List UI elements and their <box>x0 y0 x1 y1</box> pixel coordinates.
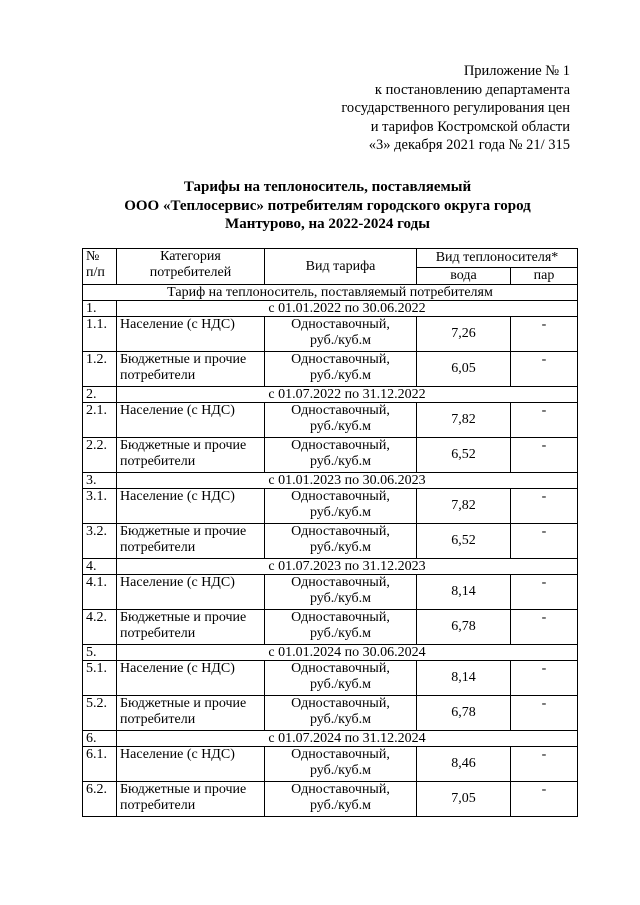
row-steam-value: - <box>511 317 578 352</box>
tariff-type-line1: Одноставочный, <box>291 438 390 453</box>
table-body <box>83 285 578 817</box>
row-water-value: 8,46 <box>417 747 511 782</box>
tariff-type-line1: Одноставочный, <box>291 747 390 762</box>
annex-line: государственного регулирования цен <box>341 100 570 116</box>
row-steam-value: - <box>511 403 578 438</box>
tariff-type-line1: Одноставочный, <box>291 403 390 418</box>
row-number: 4.1. <box>83 575 117 610</box>
row-tariff-type <box>265 403 417 438</box>
header-number-line1: № <box>86 249 100 264</box>
row-water-value: 7,05 <box>417 782 511 817</box>
row-water-value: 7,26 <box>417 317 511 352</box>
annex-line: к постановлению департамента <box>374 81 570 98</box>
row-steam-value: - <box>511 782 578 817</box>
period-number: 4. <box>83 559 117 575</box>
period-row <box>83 387 578 403</box>
tariff-type-line2: руб./куб.м <box>309 677 372 692</box>
row-steam-value: - <box>511 524 578 559</box>
row-category: Население (с НДС) <box>117 403 265 438</box>
row-number: 6.2. <box>83 782 117 817</box>
row-tariff-type <box>265 696 417 731</box>
row-tariff-type <box>265 661 417 696</box>
header-category <box>117 249 265 285</box>
annex-line: «3» декабря 2021 года № 21/ 315 <box>368 137 570 153</box>
row-water-value: 6,52 <box>417 438 511 473</box>
document-title <box>80 178 575 234</box>
table-caption: Тариф на теплоноситель, поставляемый потребителям <box>83 285 578 301</box>
row-tariff-type <box>265 438 417 473</box>
title-line: Тарифы на теплоноситель, поставляемый <box>183 179 472 195</box>
header-steam: пар <box>511 268 578 285</box>
row-tariff-type <box>265 524 417 559</box>
tariff-type-line2: руб./куб.м <box>309 505 372 520</box>
row-category: Бюджетные и прочие потребители <box>117 524 265 559</box>
row-category: Бюджетные и прочие потребители <box>117 610 265 645</box>
tariff-type-line1: Одноставочный, <box>291 610 390 625</box>
row-category: Бюджетные и прочие потребители <box>117 696 265 731</box>
tariff-type-line2: руб./куб.м <box>309 763 372 778</box>
period-number: 1. <box>83 301 117 317</box>
table-row <box>83 489 578 524</box>
row-steam-value: - <box>511 352 578 387</box>
period-number: 2. <box>83 387 117 403</box>
table-row <box>83 747 578 782</box>
row-number: 4.2. <box>83 610 117 645</box>
tariff-type-line1: Одноставочный, <box>291 317 390 332</box>
row-water-value: 8,14 <box>417 661 511 696</box>
row-category: Бюджетные и прочие потребители <box>117 438 265 473</box>
row-water-value: 7,82 <box>417 403 511 438</box>
header-carrier: Вид теплоносителя* <box>417 249 578 268</box>
period-row <box>83 559 578 575</box>
table-row <box>83 696 578 731</box>
tariff-type-line1: Одноставочный, <box>291 489 390 504</box>
row-tariff-type <box>265 317 417 352</box>
header-number <box>83 249 117 285</box>
period-number: 6. <box>83 731 117 747</box>
table-row <box>83 317 578 352</box>
tariff-type-line1: Одноставочный, <box>291 696 390 711</box>
tariff-type-line2: руб./куб.м <box>309 454 372 469</box>
tariff-table <box>82 248 578 817</box>
row-number: 5.2. <box>83 696 117 731</box>
row-tariff-type <box>265 575 417 610</box>
row-category: Население (с НДС) <box>117 747 265 782</box>
row-number: 1.1. <box>83 317 117 352</box>
tariff-type-line1: Одноставочный, <box>291 524 390 539</box>
title-line: Мантурово, на 2022-2024 годы <box>225 216 430 232</box>
header-tariff-type: Вид тарифа <box>265 249 417 285</box>
table-row <box>83 661 578 696</box>
row-category: Население (с НДС) <box>117 489 265 524</box>
table-row <box>83 610 578 645</box>
period-label: с 01.01.2024 по 30.06.2024 <box>117 645 578 661</box>
period-row <box>83 645 578 661</box>
row-water-value: 7,82 <box>417 489 511 524</box>
row-number: 6.1. <box>83 747 117 782</box>
tariff-type-line1: Одноставочный, <box>291 661 390 676</box>
row-steam-value: - <box>511 438 578 473</box>
header-water: вода <box>417 268 511 285</box>
period-row <box>83 301 578 317</box>
header-number-line2: п/п <box>86 265 105 280</box>
tariff-type-line1: Одноставочный, <box>291 352 390 367</box>
row-tariff-type <box>265 782 417 817</box>
tariff-type-line2: руб./куб.м <box>309 798 372 813</box>
tariff-type-line1: Одноставочный, <box>291 575 390 590</box>
row-tariff-type <box>265 610 417 645</box>
row-category: Бюджетные и прочие потребители <box>117 782 265 817</box>
row-category: Бюджетные и прочие потребители <box>117 352 265 387</box>
row-steam-value: - <box>511 747 578 782</box>
tariff-type-line2: руб./куб.м <box>309 333 372 348</box>
row-water-value: 6,78 <box>417 696 511 731</box>
row-category: Население (с НДС) <box>117 575 265 610</box>
row-steam-value: - <box>511 661 578 696</box>
annex-line: и тарифов Костромской области <box>370 118 570 135</box>
tariff-type-line2: руб./куб.м <box>309 712 372 727</box>
period-label: с 01.01.2022 по 30.06.2022 <box>117 301 578 317</box>
annex-line: Приложение № 1 <box>463 63 570 79</box>
period-label: с 01.07.2022 по 31.12.2022 <box>117 387 578 403</box>
row-steam-value: - <box>511 575 578 610</box>
table-row <box>83 352 578 387</box>
title-line: ООО «Теплосервис» потребителям городского округа город <box>124 197 531 214</box>
header-category-line1: Категория <box>160 249 221 264</box>
row-water-value: 6,52 <box>417 524 511 559</box>
row-number: 2.1. <box>83 403 117 438</box>
table-row <box>83 575 578 610</box>
row-number: 1.2. <box>83 352 117 387</box>
tariff-type-line2: руб./куб.м <box>309 591 372 606</box>
tariff-type-line2: руб./куб.м <box>309 626 372 641</box>
period-row <box>83 731 578 747</box>
row-water-value: 6,78 <box>417 610 511 645</box>
table-row <box>83 524 578 559</box>
row-tariff-type <box>265 489 417 524</box>
period-number: 3. <box>83 473 117 489</box>
row-water-value: 6,05 <box>417 352 511 387</box>
tariff-type-line2: руб./куб.м <box>309 368 372 383</box>
row-tariff-type <box>265 352 417 387</box>
row-category: Население (с НДС) <box>117 661 265 696</box>
table-row <box>83 403 578 438</box>
header-category-line2: потребителей <box>149 265 232 280</box>
row-number: 3.2. <box>83 524 117 559</box>
row-steam-value: - <box>511 696 578 731</box>
tariff-type-line2: руб./куб.м <box>309 540 372 555</box>
row-category: Население (с НДС) <box>117 317 265 352</box>
row-water-value: 8,14 <box>417 575 511 610</box>
period-label: с 01.01.2023 по 30.06.2023 <box>117 473 578 489</box>
row-number: 5.1. <box>83 661 117 696</box>
row-tariff-type <box>265 747 417 782</box>
period-number: 5. <box>83 645 117 661</box>
period-row <box>83 473 578 489</box>
row-steam-value: - <box>511 610 578 645</box>
tariff-type-line2: руб./куб.м <box>309 419 372 434</box>
tariff-type-line1: Одноставочный, <box>291 782 390 797</box>
period-label: с 01.07.2023 по 31.12.2023 <box>117 559 578 575</box>
row-number: 2.2. <box>83 438 117 473</box>
annex-block <box>341 62 570 155</box>
table-row <box>83 782 578 817</box>
table-row <box>83 438 578 473</box>
row-steam-value: - <box>511 489 578 524</box>
row-number: 3.1. <box>83 489 117 524</box>
period-label: с 01.07.2024 по 31.12.2024 <box>117 731 578 747</box>
